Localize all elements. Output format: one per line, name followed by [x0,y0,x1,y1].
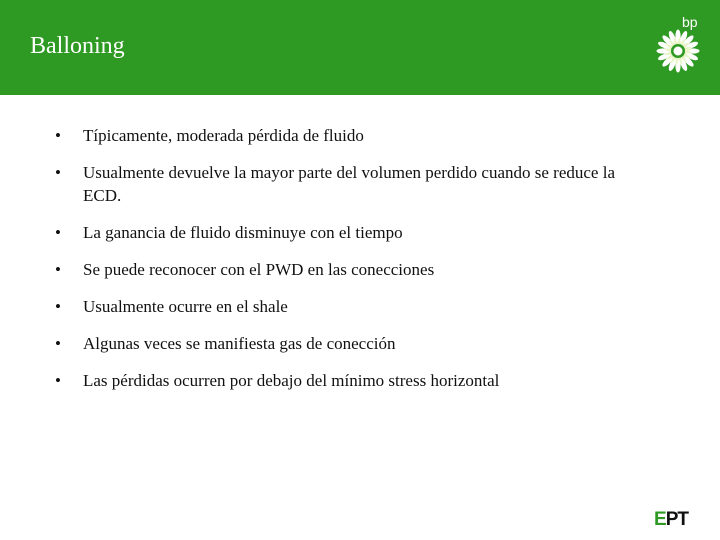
slide-title: Balloning [30,33,125,59]
bullet-item [55,124,655,147]
bullet-list [55,124,655,406]
bullet-dot: • [55,126,61,145]
bullet-text: Típicamente, moderada pérdida de fluido [83,126,364,145]
bullet-text: La ganancia de fluido disminuye con el tiempo [83,223,403,242]
bullet-item [55,221,655,244]
bullet-item [55,258,655,281]
bullet-dot: • [55,297,61,316]
bullet-item [55,295,655,318]
bp-helios-sunflower-icon [655,28,701,74]
bullet-item [55,369,655,392]
bullet-dot: • [55,223,61,242]
bullet-text: Algunas veces se manifiesta gas de conección [83,334,396,353]
bullet-item [55,161,655,207]
bullet-text: Usualmente ocurre en el shale [83,297,288,316]
bullet-dot: • [55,334,61,353]
bp-brand-text: bp [682,14,698,30]
header-bar [0,0,720,95]
bullet-text: Se puede reconocer con el PWD en las conecciones [83,260,435,279]
bullet-text: Usualmente devuelve la mayor parte del volumen perdido cuando se reduce la ECD. [83,163,615,205]
bullet-dot: • [55,371,61,390]
bullet-dot: • [55,163,61,182]
bullet-text: Las pérdidas ocurren por debajo del mínimo stress horizontal [83,371,500,390]
bullet-item [55,332,655,355]
bullet-dot: • [55,260,61,279]
ept-logo: EPT [654,509,688,530]
